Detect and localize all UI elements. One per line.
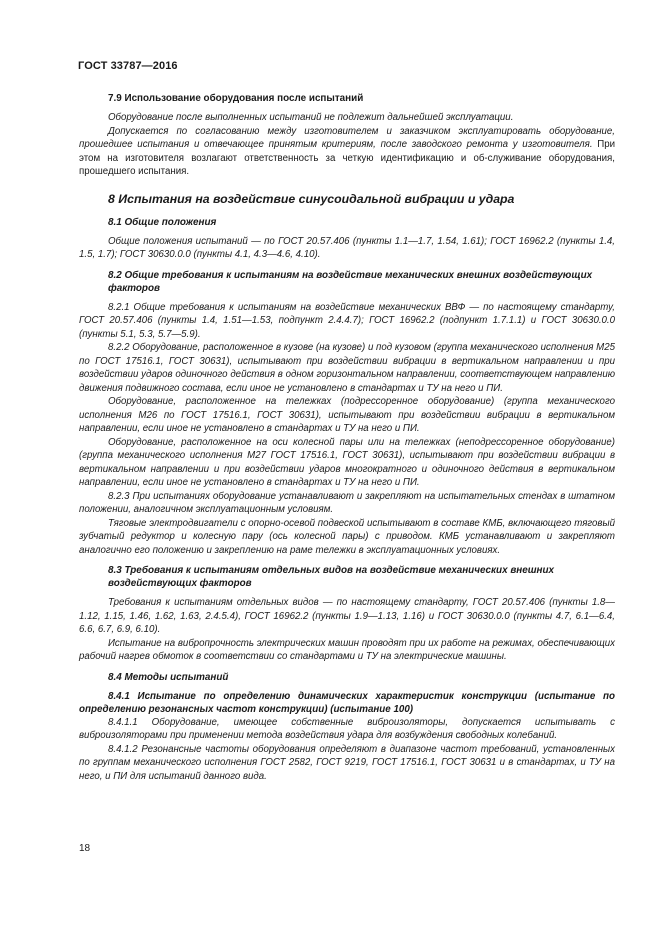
paragraph: Требования к испытаниям отдельных видов — по настоящему стандарту, ГОСТ 20.57.406 (пункты 1.8—1.12, 1.15, 1.46, 1.62, 1.63, 2.4.5.4), ГОСТ 16962.2 (пункты 1.9—1.13, 1.16) и ГОСТ 30630.0.0 (пункты 4.7, 6.1—6.4, 6.6, 6.7, 6.9, 6.10). bbox=[79, 597, 615, 635]
paragraph: 8.4.1.1 Оборудование, имеющее собственные виброизоляторы, допускается испытывать с виброизоляторами при применении метода воздействия удара для возбуждения свободных колебаний. bbox=[79, 716, 615, 741]
paragraph: 8.2.3 При испытаниях оборудование устанавливают и закрепляют на испытательных стендах в штатном положении, аналогичном эксплуатационным условиям. bbox=[79, 490, 615, 515]
paragraph: 8.4.1.2 Резонансные частоты оборудования определяют в диапазоне частот требований, установленных по группам механического исполнения ГОСТ 2582, ГОСТ 9219, ГОСТ 17516.1, ГОСТ 30631 и в стандартах, и ТУ на него, и ПИ для испытаний данного вида. bbox=[79, 743, 615, 782]
page-number: 18 bbox=[79, 843, 91, 854]
section-8-1-heading: 8.1 Общие положения bbox=[108, 216, 217, 228]
paragraph: Тяговые электродвигатели с опорно-осевой подвеской испытывают в составе КМБ, включающего тяговый зубчатый редуктор и колесную пару (ось колесной пары) с приводом. КМБ устанавливают и закрепляют аналогично его положению и закреплению на раме тележки в эксплуатационных условиях. bbox=[79, 517, 615, 556]
section-8-2-body bbox=[79, 301, 615, 558]
paragraph: 8.2.2 Оборудование, расположенное в кузове (на кузове) и под кузовом (группа механического исполнения М25 по ГОСТ 17516.1, ГОСТ 30631), испытывают при воздействии вибрации в вертикальном направлении и при воздействии ударов одиночного действия в одном горизонтальном направлении, соответствующем направлению движения подвижного состава, если иное не установлено в стандартах и ТУ на него и ПИ. bbox=[79, 342, 615, 394]
section-8-1-body bbox=[79, 235, 615, 262]
page-body bbox=[79, 92, 615, 788]
text-span: служивание оборудования, прошедшего испытания. bbox=[79, 152, 615, 177]
paragraph: Оборудование, расположенное на тележках (подрессоренное оборудование) (группа механического исполнения М26 по ГОСТ 17516.1, ГОСТ 30631), испытывают при воздействии вибрации в вертикальном направлении, если иное не установлено в стандартах и ТУ на него и ПИ. bbox=[79, 396, 615, 434]
section-8-heading: 8 Испытания на воздействие синусоидальной вибрации и удара bbox=[108, 191, 515, 206]
paragraph: Испытание на вибропрочность электрических машин проводят при их работе на режимах, обеспечивающих рабочий нагрев обмоток в соответствии со стандартами и ТУ на электрические машины. bbox=[79, 637, 615, 662]
paragraph: Оборудование после выполненных испытаний не подлежит дальнейшей эксплуатации. bbox=[108, 112, 514, 123]
text-span: Допускается по согласованию между изготовителем и заказчиком эксплуатировать оборудование, прошедшее испытания и отвечающее принятым критериям, после заводского ремонта у изготовителя. bbox=[79, 125, 615, 150]
section-8-3-body bbox=[79, 596, 615, 664]
text-span: При этом на изготовителя возлагают ответственность за четкую идентификацию и об- bbox=[79, 139, 615, 164]
section-8-4-heading: 8.4 Методы испытаний bbox=[108, 671, 229, 683]
paragraph: 8.2.1 Общие требования к испытаниям на воздействие механических ВВФ — по настоящему стандарту, ГОСТ 20.57.406 (пункты 1.4, 1.51—1.53, подпункт 2.4.4.7); ГОСТ 16962.2 (подпункт 1.7.1.1) и ГОСТ 30630.0.0 (пункты 5.1, 5.3, 5.7—5.9). bbox=[79, 301, 615, 340]
paragraph: Оборудование, расположенное на оси колесной пары или на тележках (неподрессоренное оборудование) (группа механического исполнения М27 ГОСТ 17516.1, ГОСТ 30631), испытывают при воздействии вибрации в вертикальном направлении и при воздействии ударов многократного и одиночного действия в вертикальном направлении, если иное не установлено в стандартах и ТУ на него и ПИ. bbox=[79, 436, 615, 488]
section-8-2-heading: 8.2 Общие требования к испытаниям на воздействие механических внешних воздействующих факторов bbox=[108, 269, 593, 294]
section-7-9-body bbox=[79, 111, 615, 179]
section-8-4-1-heading: 8.4.1 Испытание по определению динамических характеристик конструкции (испытание по определению резонансных частот конструкции) (испытание 100) bbox=[79, 690, 615, 715]
section-7-9-heading: 7.9 Использование оборудования после испытаний bbox=[108, 93, 364, 104]
document-header: ГОСТ 33787—2016 bbox=[78, 60, 178, 72]
paragraph bbox=[79, 125, 615, 179]
paragraph: Общие положения испытаний — по ГОСТ 20.57.406 (пункты 1.1—1.7, 1.54, 1.61); ГОСТ 16962.2 (пункты 1.4, 1.5, 1.7); ГОСТ 30630.0.0 (пункты 4.1, 4.3—4.6, 4.10). bbox=[79, 235, 615, 260]
section-8-3-heading: 8.3 Требования к испытаниям отдельных видов на воздействие механических внешних воздействующих факторов bbox=[108, 565, 555, 589]
section-8-4-body bbox=[79, 690, 615, 784]
